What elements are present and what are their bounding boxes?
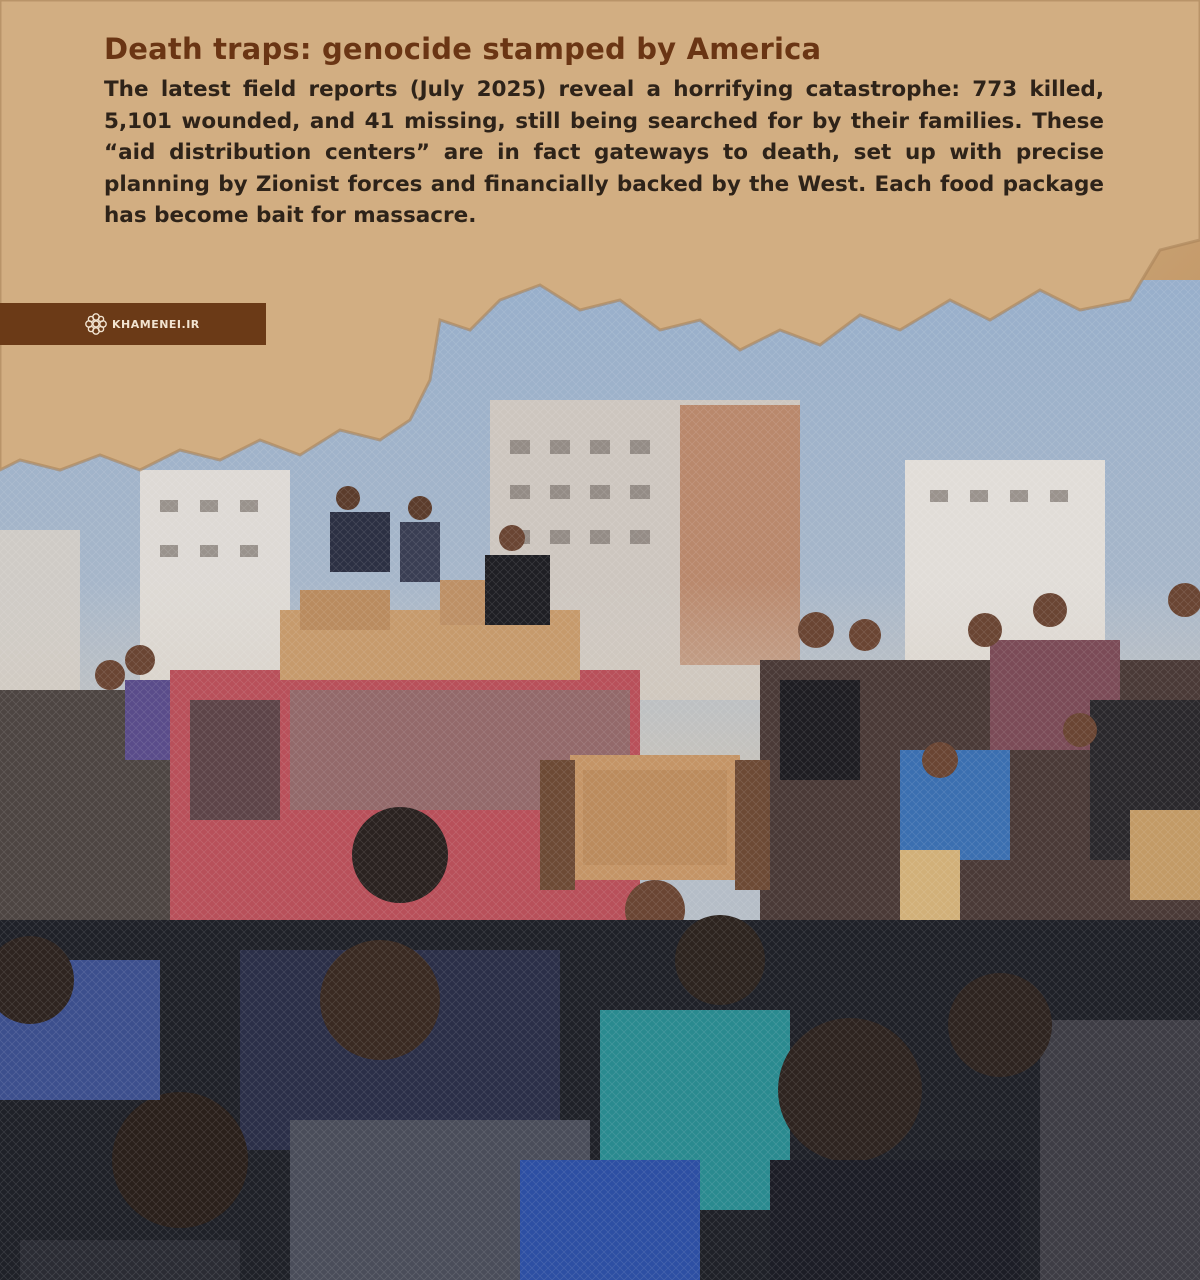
brand-label: KHAMENEI.IR — [112, 317, 200, 331]
flower-logo-icon — [82, 310, 110, 338]
headline: Death traps: genocide stamped by America — [104, 32, 822, 66]
article-body: The latest field reports (July 2025) reveal a horrifying catastrophe: 773 killed, 5,101 wounded, and 41 missing, still being searched for by their families. These “aid distribution centers” are in fact gateways to death, set up with precise planning by Zionist forces and financially backed by the West. Each food package has become bait for massacre. — [104, 77, 1104, 228]
brand-badge[interactable] — [0, 303, 266, 345]
